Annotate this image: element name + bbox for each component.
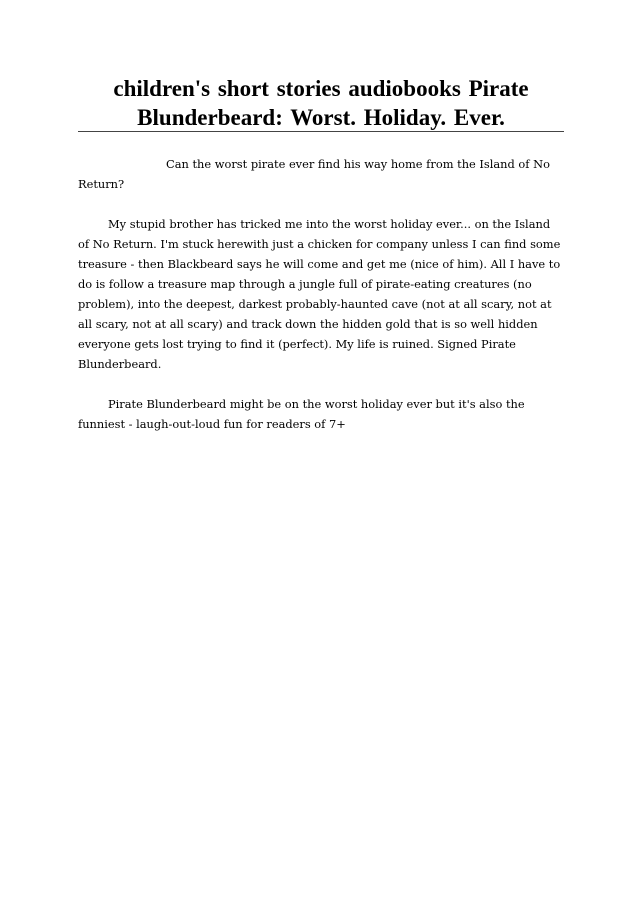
document-body <box>78 154 564 454</box>
paragraph-synopsis: My stupid brother has tricked me into the worst holiday ever... on the Island of No Return. I'm stuck herewith just a chicken for company unless I can find some treasure - then Blackbeard says he will come and get me (nice of him). All I have to do is follow a treasure map through a jungle full of pirate-eating creatures (no problem), into the deepest, darkest probably-haunted cave (not at all scary, not at all scary, not at all scary) and track down the hidden gold that is so well hidden everyone gets lost trying to find it (perfect). My life is ruined. Signed Pirate Blunderbeard. <box>78 217 561 371</box>
title-underline <box>78 131 564 132</box>
paragraph-tagline: Can the worst pirate ever find his way home from the Island of No Return? <box>78 157 550 191</box>
paragraph-closing: Pirate Blunderbeard might be on the worst holiday ever but it's also the funniest - laugh-out-loud fun for readers of 7+ <box>78 397 525 431</box>
document-title: children's short stories audiobooks Pirate Blunderbeard: Worst. Holiday. Ever. <box>113 76 529 130</box>
